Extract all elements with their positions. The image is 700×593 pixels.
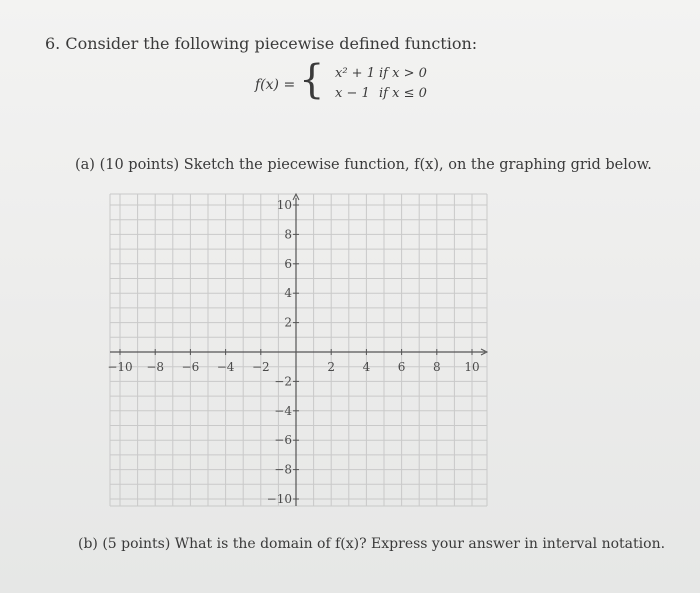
- formula-brace: {: [299, 57, 325, 103]
- y-tick-label: 6: [284, 256, 292, 271]
- grid-lines: [110, 194, 487, 506]
- y-tick-label: −10: [266, 492, 292, 506]
- case-1-expression: x² + 1: [335, 66, 375, 81]
- case-2-condition: if x ≤ 0: [379, 86, 427, 101]
- x-tick-label: −2: [251, 360, 270, 374]
- x-tick-label: −8: [146, 360, 165, 374]
- axes: [110, 194, 487, 506]
- x-tick-label: 6: [397, 360, 406, 374]
- x-tick-label: 2: [327, 360, 336, 374]
- y-tick-label: 4: [284, 286, 292, 301]
- x-tick-label: 4: [362, 360, 371, 374]
- y-tick-label: 2: [284, 315, 292, 330]
- part-b-prompt: (b) (5 points) What is the domain of f(x)? Express your answer in interval notation.: [78, 536, 666, 552]
- y-tick-label: 8: [284, 227, 292, 242]
- case-1-condition: if x > 0: [379, 66, 427, 81]
- x-tick-label: −10: [107, 360, 133, 374]
- y-tick-label: −2: [274, 374, 292, 389]
- y-tick-label: 10: [276, 198, 292, 212]
- part-a-prompt: (a) (10 points) Sketch the piecewise function, f(x), on the graphing grid below.: [75, 157, 652, 173]
- question-title: 6. Consider the following piecewise defined function:: [45, 34, 478, 53]
- y-tick-label: −8: [274, 462, 292, 477]
- x-tick-label: 10: [464, 360, 480, 374]
- y-tick-label: −6: [274, 433, 292, 448]
- x-tick-label: −4: [216, 360, 235, 374]
- y-tick-label: −4: [274, 403, 292, 418]
- x-tick-label: −6: [181, 360, 200, 374]
- x-tick-label: 8: [432, 360, 441, 374]
- case-2-expression: x − 1: [335, 86, 370, 101]
- formula-lhs: f(x) =: [255, 77, 296, 93]
